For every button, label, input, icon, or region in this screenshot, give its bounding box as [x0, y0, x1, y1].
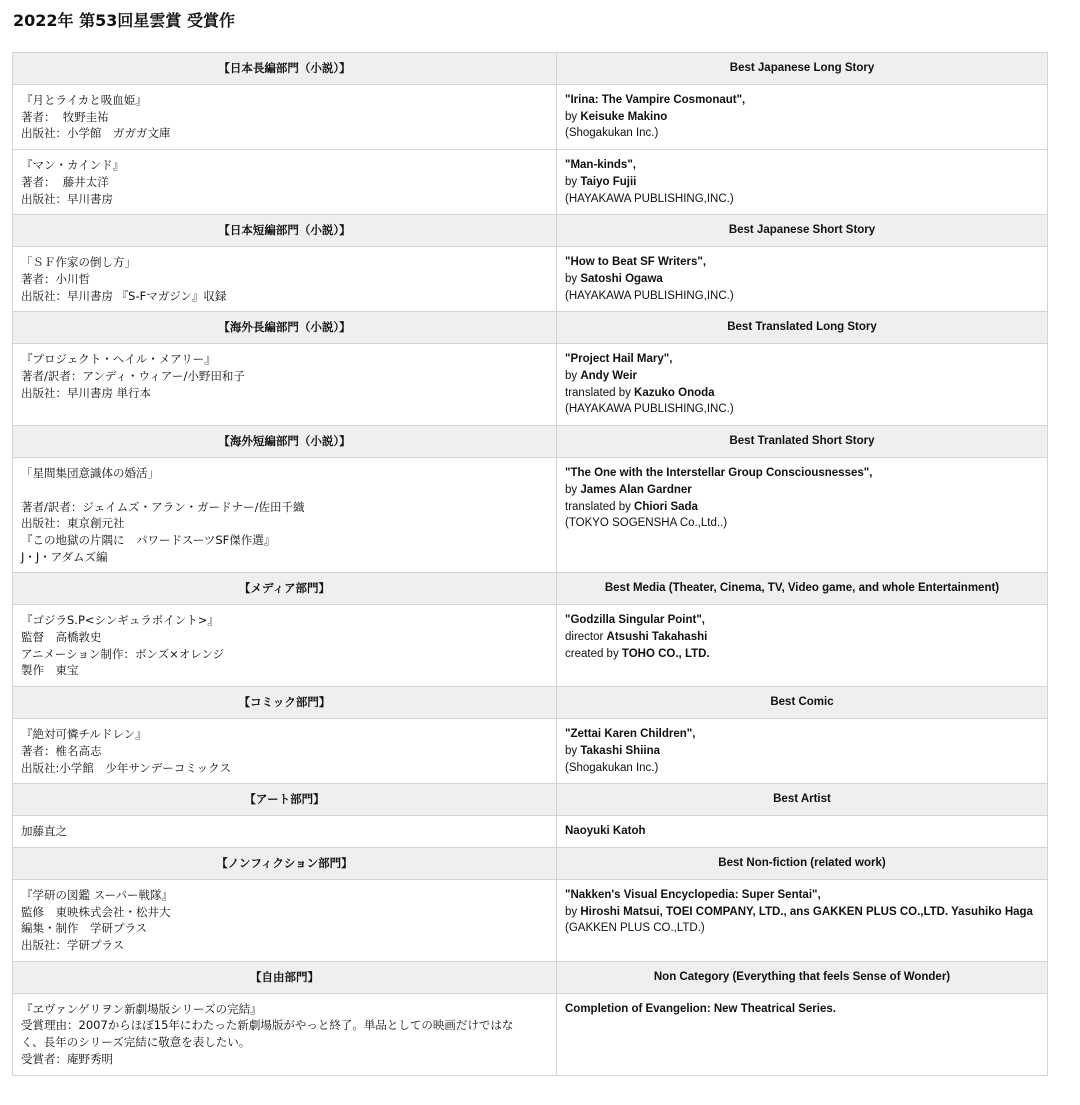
entry-jp-line: 著者/訳者：アンディ・ウィアー/小野田和子: [21, 369, 245, 384]
entry-jp-cell: [13, 879, 557, 961]
entry-jp-line: 出版社:小学館 少年サンデーコミックス: [21, 760, 231, 775]
category-jp-label: 【自由部門】: [13, 961, 557, 993]
entry-en-line: [565, 760, 1039, 777]
entry-en-line: [565, 271, 1039, 288]
entry-jp-line: [21, 482, 548, 499]
awards-table-body: [13, 53, 1048, 1076]
entry-en-line: [565, 499, 1039, 516]
entry-en-line: [565, 743, 1039, 760]
entry-en-prefix: translated by: [565, 500, 635, 513]
award-entry-row: [13, 458, 1048, 573]
entry-en-cell: [557, 344, 1048, 426]
category-header-row: [13, 53, 1048, 85]
entry-en-line: [565, 629, 1039, 646]
award-entry-row: [13, 993, 1048, 1075]
entry-jp-line: 監督 高橋敦史: [21, 630, 102, 645]
entry-en-line: [565, 904, 1039, 921]
entry-jp-line: 著者/訳者：ジェイムズ・アラン・ガードナー/佐田千織: [21, 499, 305, 514]
category-header-row: [13, 847, 1048, 879]
entry-jp-cell: [13, 247, 557, 312]
entry-jp-line: 編集・制作 学研プラス: [21, 921, 148, 936]
entry-en-line: [565, 887, 1039, 904]
entry-en-cell: [557, 719, 1048, 784]
award-entry-row: [13, 247, 1048, 312]
entry-en-line: [565, 726, 1039, 743]
entry-en-person: Andy Weir: [580, 370, 638, 383]
entry-en-prefix: by: [565, 483, 581, 496]
entry-en-line: [565, 368, 1039, 385]
entry-en-title: "Irina: The Vampire Cosmonaut",: [565, 94, 746, 106]
entry-en-line: [565, 612, 1039, 629]
category-jp-label: 【ノンフィクション部門】: [13, 847, 557, 879]
entry-jp-cell: [13, 85, 557, 150]
entry-jp-line: 受賞理由：2007からほぼ15年にわたった新劇場版がやっと終了。単品としての映画だけではな: [21, 1018, 514, 1033]
entry-en-title: "Zettai Karen Children",: [565, 728, 696, 741]
entry-jp-line: J・J・アダムズ編: [21, 549, 108, 564]
entry-jp-cell: [13, 344, 557, 426]
entry-jp-line: 受賞者：庵野秀明: [21, 1051, 113, 1066]
entry-en-publisher: (HAYAKAWA PUBLISHING,INC.): [565, 192, 734, 205]
entry-en-line: [565, 288, 1039, 305]
entry-en-prefix: director: [565, 631, 607, 644]
entry-en-person: Keisuke Makino: [580, 110, 668, 123]
category-header-row: [13, 426, 1048, 458]
entry-en-cell: [557, 247, 1048, 312]
entry-en-cell: [557, 85, 1048, 150]
entry-en-title: Completion of Evangelion: New Theatrical Series.: [565, 1002, 836, 1015]
entry-en-prefix: by: [565, 744, 581, 757]
entry-en-person: Takashi Shiina: [580, 744, 661, 757]
category-header-row: [13, 961, 1048, 993]
category-header-row: [13, 784, 1048, 816]
entry-en-line: [565, 125, 1039, 142]
entry-jp-line: 『ゴジラS.P<シンギュラポイント>』: [21, 613, 219, 628]
entry-en-line: [565, 823, 1039, 840]
entry-jp-line: 著者：椎名高志: [21, 743, 102, 758]
entry-en-prefix: by: [565, 175, 581, 188]
entry-jp-line: 「ＳＦ作家の倒し方」: [21, 255, 136, 270]
entry-en-title: "Project Hail Mary",: [565, 353, 673, 366]
awards-table: [12, 52, 1048, 1076]
category-jp-label: 【アート部門】: [13, 784, 557, 816]
entry-en-prefix: by: [565, 272, 581, 285]
entry-jp-cell: [13, 816, 557, 848]
entry-en-line: [565, 92, 1039, 109]
category-en-label: Best Artist: [557, 784, 1048, 816]
entry-jp-line: 出版社：東京創元社: [21, 516, 125, 531]
entry-en-publisher: (HAYAKAWA PUBLISHING,INC.): [565, 289, 734, 302]
entry-jp-cell: [13, 993, 557, 1075]
entry-jp-line: 『ヱヴァンゲリヲン新劇場版シリーズの完結』: [21, 1001, 262, 1016]
category-header-row: [13, 687, 1048, 719]
entry-en-line: [565, 401, 1039, 418]
entry-jp-line: 『プロジェクト・ヘイル・メアリー』: [21, 352, 216, 367]
entry-en-person: Kazuko Onoda: [634, 386, 715, 399]
category-en-label: Best Non-fiction (related work): [557, 847, 1048, 879]
entry-en-line: [565, 646, 1039, 663]
entry-en-publisher: (Shogakukan Inc.): [565, 127, 659, 140]
entry-jp-line: アニメーション制作：ボンズ×オレンジ: [21, 646, 225, 661]
category-en-label: Best Comic: [557, 687, 1048, 719]
entry-jp-line: 出版社：小学館 ガガガ文庫: [21, 126, 171, 141]
entry-en-line: [565, 254, 1039, 271]
entry-jp-cell: [13, 458, 557, 573]
entry-en-cell: [557, 458, 1048, 573]
entry-jp-line: 『マン・カインド』: [21, 158, 125, 173]
award-entry-row: [13, 150, 1048, 215]
entry-jp-line: 加藤直之: [21, 824, 67, 839]
entry-jp-cell: [13, 719, 557, 784]
category-header-row: [13, 312, 1048, 344]
entry-jp-line: 「星間集団意識体の婚活」: [21, 466, 159, 481]
award-entry-row: [13, 85, 1048, 150]
entry-en-line: [565, 157, 1039, 174]
entry-en-publisher: (GAKKEN PLUS CO.,LTD.): [565, 922, 705, 935]
category-header-row: [13, 215, 1048, 247]
entry-jp-line: 『月とライカと吸血姫』: [21, 93, 147, 107]
entry-jp-line: 製作 東宝: [21, 663, 79, 678]
entry-jp-line: 著者： 牧野圭祐: [21, 109, 109, 124]
category-en-label: Best Translated Long Story: [557, 312, 1048, 344]
award-entry-row: [13, 344, 1048, 426]
entry-en-line: [565, 191, 1039, 208]
entry-jp-line: 著者：小川哲: [21, 271, 90, 286]
entry-en-person: Atsushi Takahashi: [606, 631, 708, 644]
entry-en-line: [565, 351, 1039, 368]
category-jp-label: 【海外短編部門（小説）】: [13, 426, 557, 458]
entry-en-prefix: by: [565, 905, 581, 918]
award-entry-row: [13, 816, 1048, 848]
entry-en-line: [565, 109, 1039, 126]
page-title: 2022年 第53回星雲賞 受賞作: [13, 11, 235, 30]
category-jp-label: 【日本短編部門（小説）】: [13, 215, 557, 247]
entry-jp-line: く、長年のシリーズ完結に敬意を表したい。: [21, 1035, 251, 1050]
entry-en-person: Satoshi Ogawa: [580, 272, 663, 285]
entry-en-prefix: translated by: [565, 386, 635, 399]
category-en-label: Non Category (Everything that feels Sense of Wonder): [557, 961, 1048, 993]
entry-en-title: "How to Beat SF Writers",: [565, 256, 707, 269]
entry-en-cell: [557, 816, 1048, 848]
entry-en-line: [565, 385, 1039, 402]
category-en-label: Best Japanese Long Story: [557, 53, 1048, 85]
entry-jp-line: 出版社：早川書房 『S-Fマガジン』収録: [21, 288, 227, 303]
entry-en-prefix: by: [565, 370, 581, 383]
entry-jp-line: 出版社：早川書房 単行本: [21, 385, 152, 400]
entry-en-title: "Godzilla Singular Point",: [565, 614, 705, 627]
category-jp-label: 【コミック部門】: [13, 687, 557, 719]
entry-en-prefix: created by: [565, 647, 622, 660]
entry-en-person: James Alan Gardner: [580, 483, 692, 496]
entry-jp-line: 出版社：早川書房: [21, 191, 113, 206]
entry-jp-cell: [13, 605, 557, 687]
category-en-label: Best Japanese Short Story: [557, 215, 1048, 247]
entry-jp-line: 『この地獄の片隅に パワードスーツSF傑作選』: [21, 532, 276, 547]
award-entry-row: [13, 719, 1048, 784]
entry-en-cell: [557, 993, 1048, 1075]
entry-en-line: [565, 482, 1039, 499]
entry-en-person: TOHO CO., LTD.: [621, 647, 710, 660]
entry-en-title: "The One with the Interstellar Group Consciousnesses",: [565, 467, 873, 480]
entry-en-cell: [557, 605, 1048, 687]
entry-en-line: [565, 465, 1039, 482]
category-jp-label: 【メディア部門】: [13, 573, 557, 605]
entry-en-cell: [557, 879, 1048, 961]
entry-en-cell: [557, 150, 1048, 215]
entry-en-person: Taiyo Fujii: [580, 175, 637, 188]
entry-en-title: "Man-kinds",: [565, 159, 636, 172]
entry-en-title: Naoyuki Katoh: [565, 825, 646, 838]
entry-en-person: Hiroshi Matsui, TOEI COMPANY, LTD., ans GAKKEN PLUS CO.,LTD. Yasuhiko Haga: [580, 905, 1033, 918]
category-jp-label: 【日本長編部門（小説）】: [13, 53, 557, 85]
entry-en-person: Chiori Sada: [634, 500, 698, 513]
entry-jp-line: 監修 東映株式会社・松井大: [21, 904, 171, 919]
entry-jp-line: 出版社：学研プラス: [21, 938, 125, 953]
entry-en-line: [565, 920, 1039, 937]
entry-en-publisher: (HAYAKAWA PUBLISHING,INC.): [565, 403, 734, 416]
award-entry-row: [13, 605, 1048, 687]
entry-en-line: [565, 515, 1039, 532]
entry-en-title: "Nakken's Visual Encyclopedia: Super Sentai",: [565, 888, 821, 901]
entry-jp-line: 『学研の図鑑 スーパー戦隊』: [21, 887, 174, 902]
award-entry-row: [13, 879, 1048, 961]
category-en-label: Best Media (Theater, Cinema, TV, Video game, and whole Entertainment): [557, 573, 1048, 605]
entry-en-publisher: (Shogakukan Inc.): [565, 761, 659, 774]
entry-jp-line: 『絶対可憐チルドレン』: [21, 727, 147, 742]
entry-en-prefix: by: [565, 110, 581, 123]
entry-en-publisher: (TOKYO SOGENSHA Co.,Ltd..): [565, 517, 728, 530]
entry-jp-cell: [13, 150, 557, 215]
entry-en-line: [565, 174, 1039, 191]
category-header-row: [13, 573, 1048, 605]
category-jp-label: 【海外長編部門（小説）】: [13, 312, 557, 344]
entry-en-line: [565, 1001, 1039, 1018]
entry-jp-line: 著者： 藤井太洋: [21, 174, 109, 189]
category-en-label: Best Tranlated Short Story: [557, 426, 1048, 458]
